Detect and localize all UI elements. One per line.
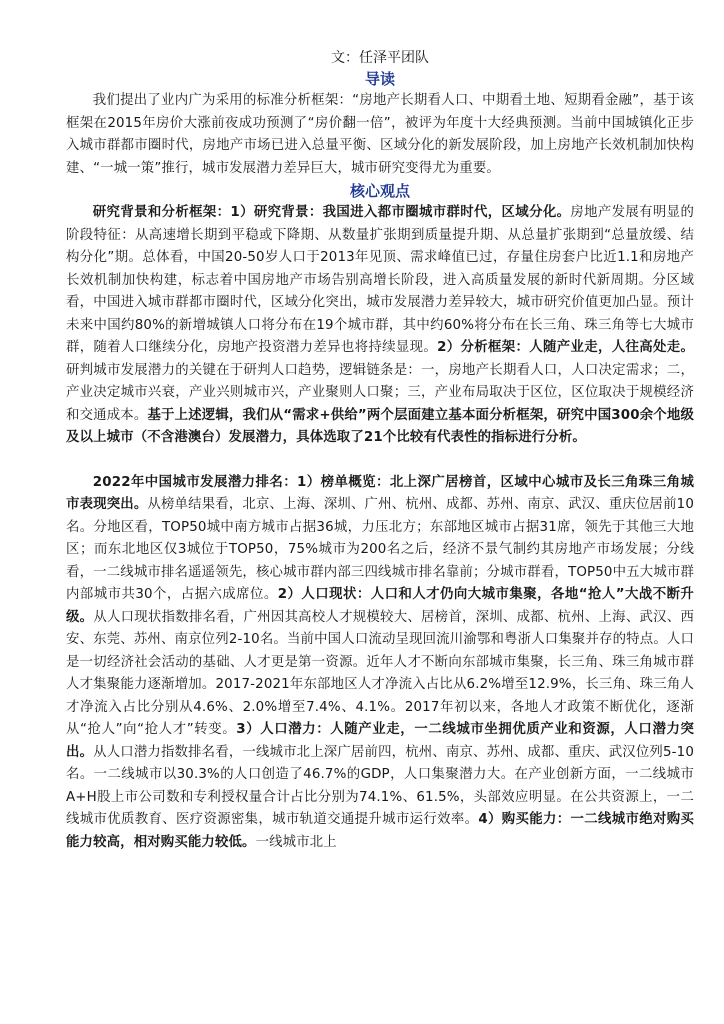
author-line: 文：任泽平团队 xyxy=(331,50,429,66)
bold-lead: 2）人口现状：人口和人才仍向大城市集聚，各地“抢人”大战不断升级。 xyxy=(66,587,694,625)
bold-lead: 基于上述逻辑，我们从“需求+供给”两个层面建立基本面分析框架，研究中国300余个地级及以上城市（不含港澳台）发展潜力，具体选取了21个比较有代表性的指标进行分析。 xyxy=(66,407,694,445)
body-text: 从榜单结果看，北京、上海、深圳、广州、杭州、成都、苏州、南京、武汉、重庆位居前10名。分地区看，TOP50城中南方城市占据36城，力压北方；东部地区城市占据31席，领先于其他三大地区；而东北地区仅3城位于TOP50，75%城市为200名之后，经济不景气制约其房地产市场发展；分线看，一二线城市排名遥遥领先，核心城市群内部三四线城市排名靠前；分城市群看，TOP50中五大城市群内部城市共30个，占据六成席位。 xyxy=(66,497,694,602)
bold-lead: 研究背景和分析框架：1）研究背景：我国进入都市圈城市群时代，区域分化。 xyxy=(92,205,571,220)
body-text: 一线城市北上 xyxy=(255,834,337,850)
intro-paragraph xyxy=(66,90,694,180)
bold-lead: 2022年中国城市发展潜力排名：1）榜单概览：北上深广居榜首，区域中心城市及长三角珠三角城市表现突出。 xyxy=(66,474,694,512)
bold-lead: 2）分析框架：人随产业走，人往高处走。 xyxy=(437,340,694,355)
bold-lead: 4）购买能力：一二线城市绝对购买能力较高，相对购买能力较低。 xyxy=(66,812,695,850)
body-text: 房地产发展有明显的阶段特征：从高速增长期到平稳或下降期、从数量扩张期到质量提升期、从总量扩张期到“总量放缓、结构分化”期。总体看，中国20-50岁人口于2013年见顶、需求峰值已过，存量住房套户比近1.1和房地产长效机制加快构建，标志着中国房地产市场告别高增长阶段，进入高质量发展的新时代新周期。分区域看，中国进入城市群都市圈时代，区域分化突出，城市发展潜力差异较大，城市研究价值更加凸显。预计未来中国约80%的新增城镇人口将分布在19个城市群，其中约60%将分布在长三角、珠三角等七大城市群，随着人口继续分化，房地产投资潜力差异也将持续显现。 xyxy=(66,205,694,355)
intro-heading: 导读 xyxy=(364,70,395,88)
core-heading: 核心观点 xyxy=(349,182,410,200)
research-framework-paragraph xyxy=(66,202,694,450)
intro-text: 我们提出了业内广为采用的标准分析框架：“房地产长期看人口、中期看土地、短期看金融”，基于该框架在2015年房价大涨前夜成功预测了“房价翻一倍”，被评为年度十大经典预测。当前中国城镇化正步入城市群都市圈时代，房地产市场已进入总量平衡、区域分化的新发展阶段，加上房地产长效机制加快构建、“一城一策”推行，城市发展潜力差异巨大，城市研究变得尤为重要。 xyxy=(66,93,694,176)
ranking-paragraph xyxy=(66,472,694,855)
document-page xyxy=(66,48,694,854)
bold-lead: 3）人口潜力：人随产业走，一二线城市坐拥优质产业和资源，人口潜力突出。 xyxy=(66,722,694,760)
body-text: 从人口现状指数排名看，广州因其高校人才规模较大、居榜首，深圳、成都、杭州、上海、武汉、西安、东莞、苏州、南京位列2-10名。当前中国人口流动呈现回流川渝鄂和粤浙人口集聚并存的特点。人口是一切经济社会活动的基础、人才更是第一资源。近年人才不断向东部城市集聚，长三角、珠三角城市群人才集聚能力逐渐增加。2017-2021年东部地区人才净流入占比从6.2%增至12.9%，长三角、珠三角人才净流入占比分别从4.6%、2.0%增至7.4%、4.1%。2017年初以来，各地人才政策不断优化，逐渐从“抢人”向“抢人才”转变。 xyxy=(66,609,694,737)
body-text: 从人口潜力指数排名看，一线城市北上深广居前四，杭州、南京、苏州、成都、重庆、武汉位列5-10名。一二线城市以30.3%的人口创造了46.7%的GDP，人口集聚潜力大。在产业创新方面，一二线城市A+H股上市公司数和专利授权量合计占比分别为74.1%、61.5%，头部效应明显。在公共资源上，一二线城市优质教育、医疗资源密集，城市轨道交通提升城市运行效率。 xyxy=(66,744,694,827)
body-text: 研判城市发展潜力的关键在于研判人口趋势，逻辑链条是：一，房地产长期看人口，人口决定需求；二，产业决定城市兴衰，产业兴则城市兴，产业聚则人口聚；三，产业布局取决于区位，区位取决于规模经济和交通成本。 xyxy=(66,362,694,423)
